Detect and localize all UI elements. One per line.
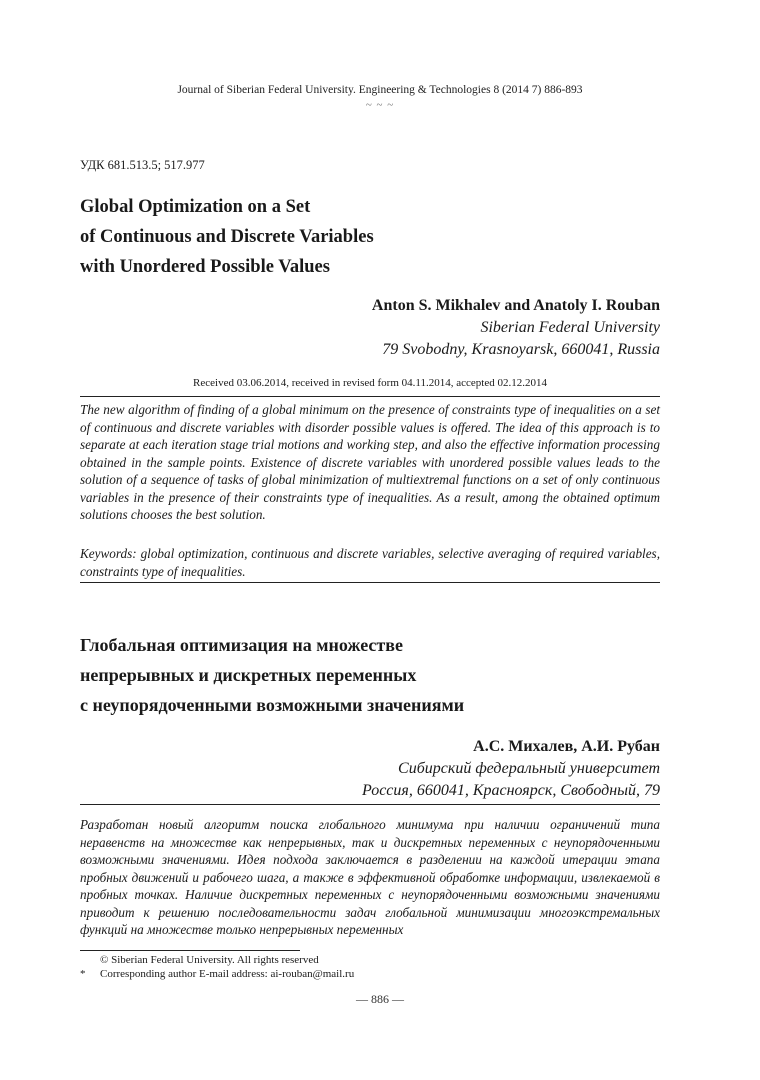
title-line: непрерывных и дискретных переменных <box>80 665 417 685</box>
divider <box>80 804 660 805</box>
title-line: Глобальная оптимизация на множестве <box>80 635 403 655</box>
corresponding-email: Corresponding author E-mail address: ai-rouban@mail.ru <box>100 968 355 980</box>
title-line: of Continuous and Discrete Variables <box>80 227 374 247</box>
author-names: А.С. Михалев, А.И. Рубан <box>473 738 660 755</box>
received-dates: Received 03.06.2014, received in revised form 04.11.2014, accepted 02.12.2014 <box>193 377 547 389</box>
divider <box>80 582 660 583</box>
title-english <box>80 192 640 282</box>
abstract-english: The new algorithm of finding of a global minimum on the presence of constraints type of inequalities on a set of continuous and discrete variables with disorder possible values is offered. The idea of this approach is to separate at each iteration stage trial motions and working step, and also the effective information processing obtained in the sample points. Existence of discrete variables with unordered possible values leads to the solution of a sequence of tasks of global minimization of multiextremal functions on a set of only continuous variables in the presence of their constraints type of inequalities. As a result, among the obtained optimum solutions chooses the best solution. <box>80 402 660 522</box>
copyright-note: © Siberian Federal University. All rights reserved <box>100 954 319 966</box>
affiliation: Сибирский федеральный университет <box>398 760 660 777</box>
author-names: Anton S. Mikhalev and Anatoly I. Rouban <box>371 297 660 314</box>
title-line: Global Optimization on a Set <box>80 197 311 217</box>
title-line: with Unordered Possible Values <box>80 257 330 277</box>
title-line: с неупорядоченными возможными значениями <box>80 695 465 715</box>
address: Россия, 660041, Красноярск, Свободный, 79 <box>362 782 660 799</box>
header-ornament: ~ ~ ~ <box>365 99 395 111</box>
abstract-russian: Разработан новый алгоритм поиска глобального минимума при наличии ограничений типа неравенств на множестве как непрерывных, так и дискретных переменных с неупорядоченными возможными значениями. Идея подхода заключается в разделении на каждой итерации этапа пробных движений и рабочего шага, а также в эффективной обработке информации, извлекаемой в пробных точках. Наличие дискретных переменных с неупорядоченными возможными значениями приводит к решению последовательности задач глобальной минимизации многоэкстремальных функций на множестве только непрерывных переменных <box>80 817 660 937</box>
udc-code: УДК 681.513.5; 517.977 <box>80 158 205 172</box>
corresponding-author-note <box>80 967 354 981</box>
title-russian <box>80 630 640 720</box>
footnote-divider <box>80 950 300 951</box>
divider <box>80 396 660 397</box>
keywords: Keywords: global optimization, continuous and discrete variables, selective averaging of required variables, constraints type of inequalities. <box>80 546 660 579</box>
affiliation: Siberian Federal University <box>480 319 660 336</box>
footnote-marker: * <box>80 968 86 980</box>
address: 79 Svobodny, Krasnoyarsk, 660041, Russia <box>382 341 660 358</box>
journal-header: Journal of Siberian Federal University. Engineering & Technologies 8 (2014 7) 886-893 <box>177 84 583 96</box>
authors-block-russian <box>362 736 660 802</box>
authors-block-english <box>372 295 660 361</box>
page-number: — 886 — <box>356 992 404 1006</box>
